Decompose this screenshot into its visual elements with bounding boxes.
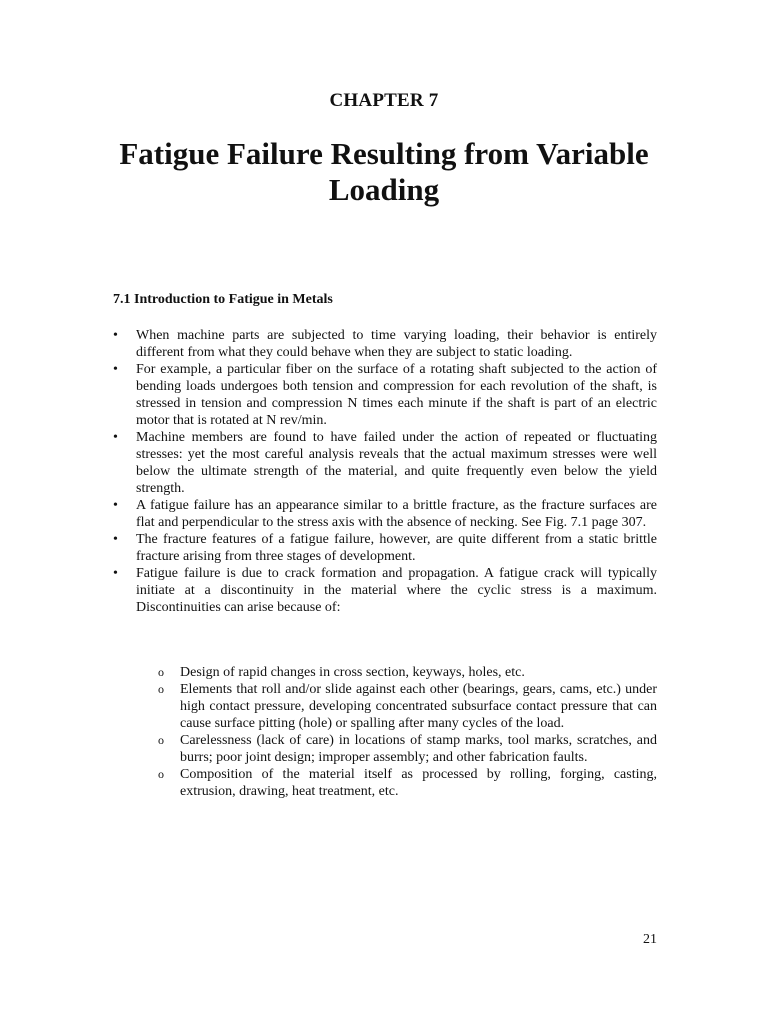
bullet-marker: • (113, 566, 118, 581)
sub-bullet-marker: o (158, 733, 164, 747)
sub-bullet-text: Design of rapid changes in cross section, keyways, holes, etc. (180, 665, 525, 680)
bullet-marker: • (113, 532, 118, 547)
sub-bullet-text: Composition of the material itself as processed by rolling, forging, casting, extrusion, drawing, heat treatment, etc. (180, 767, 657, 799)
bullet-list (113, 327, 657, 616)
bullet-text: A fatigue failure has an appearance similar to a brittle fracture, as the fracture surfaces are flat and perpendicular to the stress axis with the absence of necking. See Fig. 7.1 page 307. (136, 498, 657, 530)
bullet-marker: • (113, 328, 118, 343)
section-heading: 7.1 Introduction to Fatigue in Metals (113, 292, 333, 307)
bullet-item (113, 361, 657, 429)
sub-bullet-item (158, 681, 657, 732)
sub-bullet-marker: o (158, 682, 164, 696)
bullet-marker: • (113, 498, 118, 513)
sub-bullet-item (158, 766, 657, 800)
bullet-marker: • (113, 430, 118, 445)
bullet-item (113, 531, 657, 565)
sub-bullet-text: Carelessness (lack of care) in locations of stamp marks, tool marks, scratches, and burrs; poor joint design; improper assembly; and other fabrication faults. (180, 733, 657, 765)
bullet-item (113, 327, 657, 361)
bullet-text: When machine parts are subjected to time varying loading, their behavior is entirely different from what they could behave when they are subject to static loading. (136, 328, 657, 360)
bullet-item (113, 497, 657, 531)
sub-bullet-list (158, 664, 657, 800)
chapter-title: Fatigue Failure Resulting from Variable Loading (119, 136, 649, 207)
bullet-item (113, 429, 657, 497)
bullet-marker: • (113, 362, 118, 377)
bullet-text: The fracture features of a fatigue failure, however, are quite different from a static brittle fracture arising from three stages of development. (136, 532, 657, 564)
bullet-item (113, 565, 657, 616)
sub-bullet-item (158, 732, 657, 766)
sub-bullet-text: Elements that roll and/or slide against each other (bearings, gears, cams, etc.) under high contact pressure, developing concentrated subsurface contact pressure that can cause surface pitting (hole) or spalling after many cycles of the load. (180, 682, 657, 731)
sub-bullet-marker: o (158, 767, 164, 781)
bullet-text: Fatigue failure is due to crack formation and propagation. A fatigue crack will typically initiate at a discontinuity in the material where the cyclic stress is a maximum. Discontinuities can arise because of: (136, 566, 657, 615)
sub-bullet-marker: o (158, 665, 164, 679)
bullet-text: Machine members are found to have failed under the action of repeated or fluctuating stresses: yet the most careful analysis reveals that the actual maximum stresses were well below the ultimate strength of the material, and quite frequently even below the yield strength. (136, 430, 657, 496)
bullet-text: For example, a particular fiber on the surface of a rotating shaft subjected to the action of bending loads undergoes both tension and compression for each revolution of the shaft, is stressed in tension and compression N times each minute if the shaft is part of an electric motor that is rotated at N rev/min. (136, 362, 657, 428)
sub-bullet-item (158, 664, 657, 681)
chapter-label: CHAPTER 7 (329, 90, 439, 111)
page-number: 21 (643, 932, 657, 947)
